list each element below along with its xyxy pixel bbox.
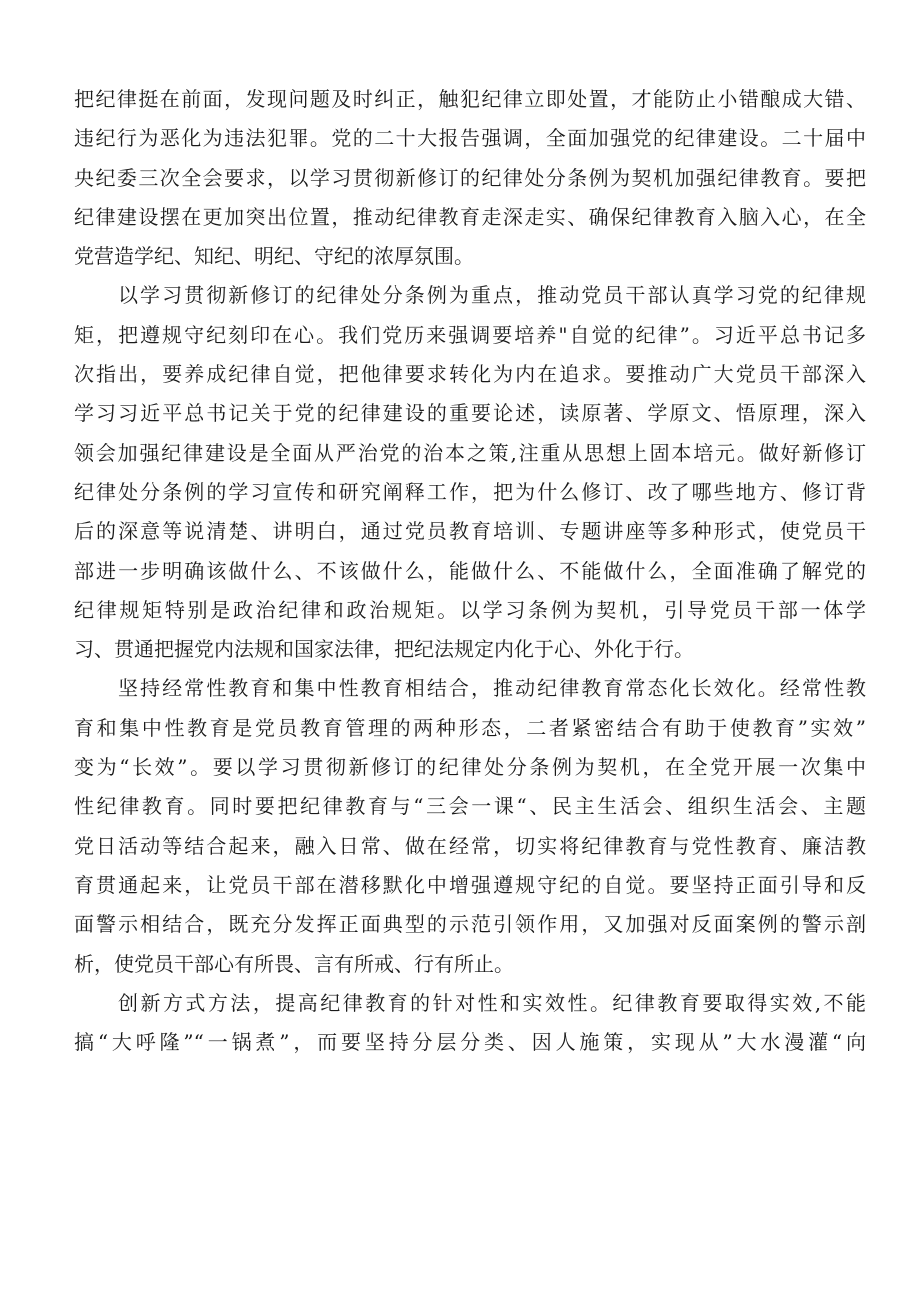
text-line: 领会加强纪律建设是全面从严治党的治本之策,注重从思想上固本培元。做好新修订 [74,440,866,465]
text-line: 矩，把遵规守纪刻印在心。我们党历来强调要培养"自觉的纪律”。习近平总书记多 [74,322,866,347]
text-line: 纪律建设摆在更加突出位置，推动纪律教育走深走实、确保纪律教育入脑入心，在全 [74,204,866,229]
text-line: 面警示相结合，既充分发挥正面典型的示范引领作用，又加强对反面案例的警示剖 [74,912,866,937]
text-line: 性纪律教育。同时要把纪律教育与“三会一课“、民主生活会、组织生活会、主题 [74,794,866,819]
paragraph-2 [74,276,866,669]
text-line: 纪律处分条例的学习宣传和研究阐释工作，把为什么修订、改了哪些地方、修订背 [74,479,866,504]
text-line: 以学习贯彻新修订的纪律处分条例为重点，推动党员干部认真学习党的纪律规 [118,283,866,308]
text-line: 习、贯通把握党内法规和国家法律，把纪法规定内化于心、外化于行。 [74,637,694,662]
text-line: 育贯通起来，让党员干部在潜移默化中增强遵规守纪的自觉。要坚持正面引导和反 [74,872,866,897]
text-line: 违纪行为恶化为违法犯罪。党的二十大报告强调，全面加强党的纪律建设。二十届中 [74,126,866,151]
paragraph-4 [74,984,866,1063]
text-line: 央纪委三次全会要求，以学习贯彻新修订的纪律处分条例为契机加强纪律教育。要把 [74,165,866,190]
text-line: 纪律规矩特别是政治纪律和政治规矩。以学习条例为契机，引导党员干部一体学 [74,597,866,622]
text-line: 析，使党员干部心有所畏、言有所戒、行有所止。 [74,951,514,976]
text-line: 次指出，要养成纪律自觉，把他律要求转化为内在追求。要推动广大党员干部深入 [74,362,866,387]
text-line: 创新方式方法，提高纪律教育的针对性和实效性。纪律教育要取得实效,不能 [118,990,866,1015]
paragraph-1 [74,80,866,276]
text-line: 党营造学纪、知纪、明纪、守纪的浓厚氛围。 [74,244,474,269]
text-line: 育和集中性教育是党员教育管理的两种形态，二者紧密结合有助于使教育”实效” [74,715,866,740]
text-line: 后的深意等说清楚、讲明白，通过党员教育培训、专题讲座等多种形式，使党员干 [74,519,866,544]
text-line: 部进一步明确该做什么、不该做什么，能做什么、不能做什么，全面准确了解党的 [74,558,866,583]
text-line: 党日活动等结合起来，融入日常、做在经常，切实将纪律教育与党性教育、廉洁教 [74,833,866,858]
document-body [74,80,866,1062]
text-line: 学习习近平总书记关于党的纪律建设的重要论述，读原著、学原文、悟原理，深入 [74,401,866,426]
paragraph-3 [74,669,866,983]
text-line: 坚持经常性教育和集中性教育相结合，推动纪律教育常态化长效化。经常性教 [118,676,866,701]
text-line: 把纪律挺在前面，发现问题及时纠正，触犯纪律立即处置，才能防止小错酿成大错、 [74,87,866,111]
text-line: 搞“大呼隆”“一锅煮”，而要坚持分层分类、因人施策，实现从”大水漫灌“向 [74,1030,866,1055]
text-line: 变为“长效”。要以学习贯彻新修订的纪律处分条例为契机，在全党开展一次集中 [74,755,866,780]
